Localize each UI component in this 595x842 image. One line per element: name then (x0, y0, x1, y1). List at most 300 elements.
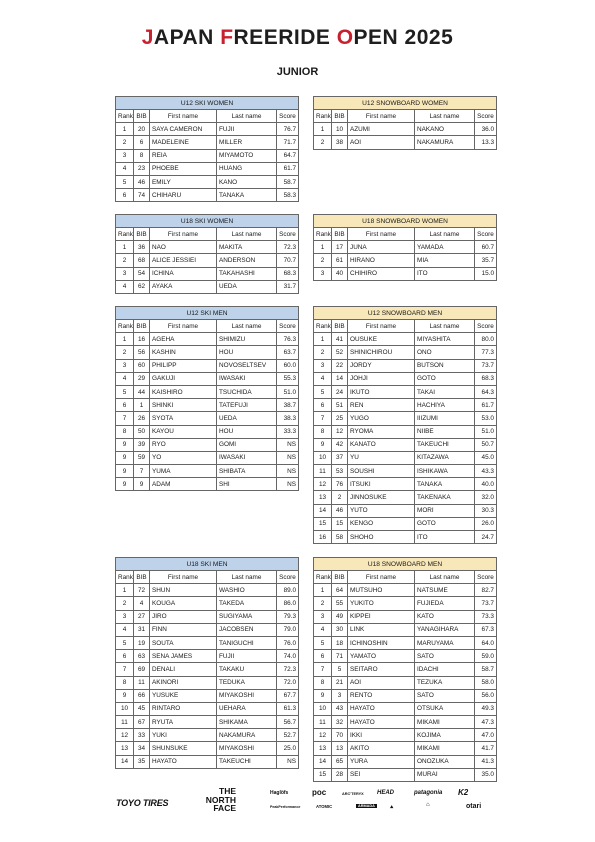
table-title: U12 SNOWBOARD MEN (314, 307, 497, 320)
table-row (314, 478, 497, 491)
table-row (314, 123, 497, 136)
cell-rank: 5 (314, 636, 332, 649)
cell-first-name: ALICE JESSIEI (150, 254, 217, 267)
cell-last-name: KOJIMA (415, 729, 475, 742)
table-row (314, 372, 497, 385)
cell-first-name: JORDY (348, 359, 415, 372)
cell-bib: 52 (332, 346, 348, 359)
cell-score: 72.0 (277, 676, 299, 689)
cell-rank: 4 (116, 623, 134, 636)
cell-score: 61.7 (475, 399, 497, 412)
cell-first-name: ICHINOSHIN (348, 636, 415, 649)
cell-score: 82.7 (475, 584, 497, 597)
cell-score: 68.3 (277, 267, 299, 280)
cell-bib: 21 (332, 676, 348, 689)
cell-rank: 12 (116, 729, 134, 742)
table-row (116, 175, 299, 188)
table-title: U12 SKI WOMEN (116, 97, 299, 110)
table-row (314, 267, 497, 280)
cell-first-name: AKINORI (150, 676, 217, 689)
cell-last-name: SHIMIZU (217, 333, 277, 346)
cell-first-name: IKKI (348, 729, 415, 742)
cell-bib: 60 (134, 359, 150, 372)
cell-bib: 28 (332, 768, 348, 781)
table-row (314, 412, 497, 425)
cell-score: 33.3 (277, 425, 299, 438)
cell-score: NS (277, 451, 299, 464)
cell-rank: 14 (314, 504, 332, 517)
cell-first-name: IKUTO (348, 385, 415, 398)
cell-last-name: IWASAKI (217, 372, 277, 385)
cell-first-name: KOUGA (150, 597, 217, 610)
cell-first-name: NAO (150, 241, 217, 254)
cell-last-name: MIYAKOSHI (217, 742, 277, 755)
cell-score: 13.3 (475, 136, 497, 149)
cell-rank: 5 (116, 175, 134, 188)
cell-rank: 2 (314, 136, 332, 149)
cell-first-name: SOUSHI (348, 465, 415, 478)
cell-last-name: ONOZUKA (415, 755, 475, 768)
cell-bib: 24 (332, 385, 348, 398)
cell-score: 72.3 (277, 241, 299, 254)
cell-rank: 14 (116, 755, 134, 768)
cell-score: 76.0 (277, 636, 299, 649)
cell-bib: 74 (134, 189, 150, 202)
column-header-last-name: Last name (415, 228, 475, 241)
column-header-bib: BIB (332, 228, 348, 241)
cell-first-name: JIRO (150, 610, 217, 623)
cell-last-name: TAKEUCHI (217, 755, 277, 768)
table-title: U12 SNOWBOARD WOMEN (314, 97, 497, 110)
cell-bib: 4 (134, 597, 150, 610)
cell-last-name: MAKITA (217, 241, 277, 254)
cell-last-name: ISHIKAWA (415, 465, 475, 478)
cell-rank: 6 (116, 189, 134, 202)
cell-last-name: FUJII (217, 123, 277, 136)
column-header-score: Score (277, 320, 299, 333)
cell-score: 36.0 (475, 123, 497, 136)
cell-score: 76.3 (277, 333, 299, 346)
cell-first-name: HAYATO (348, 702, 415, 715)
cell-rank: 6 (314, 399, 332, 412)
cell-rank: 8 (314, 425, 332, 438)
column-header-bib: BIB (134, 320, 150, 333)
cell-first-name: SHINICHIROU (348, 346, 415, 359)
cell-first-name: YUMA (150, 465, 217, 478)
cell-last-name: TANIGUCHI (217, 636, 277, 649)
cell-last-name: FUJII (217, 650, 277, 663)
cell-score: 24.7 (475, 531, 497, 544)
cell-rank: 2 (314, 597, 332, 610)
cell-last-name: MIYASHITA (415, 333, 475, 346)
cell-rank: 6 (116, 399, 134, 412)
tnf-line-1: THE (219, 786, 236, 796)
cell-last-name: TAKAHASHI (217, 267, 277, 280)
column-header-bib: BIB (134, 228, 150, 241)
cell-rank: 9 (116, 465, 134, 478)
column-header-last-name: Last name (415, 320, 475, 333)
table-row (116, 333, 299, 346)
cell-score: 58.7 (475, 663, 497, 676)
cell-bib: 7 (134, 465, 150, 478)
cell-last-name: UEDA (217, 280, 277, 293)
cell-rank: 5 (116, 636, 134, 649)
table-row (314, 689, 497, 702)
cell-last-name: NAKAMURA (217, 729, 277, 742)
cell-first-name: ICHINA (150, 267, 217, 280)
column-header-score: Score (277, 228, 299, 241)
column-header-score: Score (277, 571, 299, 584)
cell-score: NS (277, 478, 299, 491)
cell-first-name: AGEHA (150, 333, 217, 346)
u18-ski-men-table (115, 557, 299, 769)
armada-logo: ARMADA (358, 804, 375, 808)
cell-last-name: HUANG (217, 162, 277, 175)
column-header-first-name: First name (150, 228, 217, 241)
cell-last-name: ITO (415, 267, 475, 280)
column-header-rank: Rank (116, 320, 134, 333)
cell-score: 52.7 (277, 729, 299, 742)
table-title: U18 SKI WOMEN (116, 215, 299, 228)
cell-score: 30.3 (475, 504, 497, 517)
title-part: PEN 2025 (353, 26, 454, 49)
cell-score: 59.0 (475, 650, 497, 663)
u12-sb-men-table (313, 306, 497, 544)
cell-rank: 1 (314, 333, 332, 346)
cell-last-name: HACHIYA (415, 399, 475, 412)
cell-rank: 6 (314, 650, 332, 663)
cell-last-name: MILLER (217, 136, 277, 149)
cell-bib: 20 (134, 123, 150, 136)
table-row (116, 650, 299, 663)
u18-sb-men-table (313, 557, 497, 782)
cell-score: 61.7 (277, 162, 299, 175)
table-row (314, 333, 497, 346)
cell-bib: 54 (134, 267, 150, 280)
cell-first-name: SAYA CAMERON (150, 123, 217, 136)
cell-last-name: MIKAMI (415, 742, 475, 755)
cell-rank: 3 (314, 359, 332, 372)
cell-bib: 15 (332, 517, 348, 530)
cell-bib: 38 (332, 136, 348, 149)
cell-last-name: SHIBATA (217, 465, 277, 478)
cell-first-name: HAYATO (150, 755, 217, 768)
table-row (116, 742, 299, 755)
cell-score: 64.0 (475, 636, 497, 649)
cell-last-name: TAKEDA (217, 597, 277, 610)
cell-last-name: NAKANO (415, 123, 475, 136)
table-row (314, 623, 497, 636)
cell-rank: 1 (116, 584, 134, 597)
table-row (116, 636, 299, 649)
table-row (314, 517, 497, 530)
cell-score: 61.3 (277, 702, 299, 715)
cell-last-name: IIIZUMI (415, 412, 475, 425)
cell-rank: 4 (116, 372, 134, 385)
cell-bib: 63 (134, 650, 150, 663)
u18-ski-women-table (115, 214, 299, 294)
u18-sb-women-table (313, 214, 497, 281)
table-row (116, 465, 299, 478)
cell-last-name: HOU (217, 425, 277, 438)
cell-bib: 29 (134, 372, 150, 385)
cell-rank: 9 (116, 451, 134, 464)
haglofs-logo: Haglöfs (270, 790, 289, 796)
cell-first-name: YUTO (348, 504, 415, 517)
cell-bib: 51 (332, 399, 348, 412)
cell-score: 50.7 (475, 438, 497, 451)
the-north-face-logo (198, 787, 236, 813)
cell-score: 32.0 (475, 491, 497, 504)
toyo-tires-logo: TOYO TIRES (116, 798, 169, 808)
table-row (116, 676, 299, 689)
column-header-score: Score (475, 228, 497, 241)
cell-bib: 37 (332, 451, 348, 464)
cell-rank: 13 (314, 742, 332, 755)
column-header-score: Score (475, 571, 497, 584)
arcteryx-logo: ARC'TERYX (342, 792, 364, 796)
cell-first-name: OUSUKE (348, 333, 415, 346)
cell-score: 58.0 (475, 676, 497, 689)
column-header-last-name: Last name (217, 571, 277, 584)
table-row (314, 584, 497, 597)
cell-score: 64.3 (475, 385, 497, 398)
cell-last-name: NATSUME (415, 584, 475, 597)
cell-first-name: DENALI (150, 663, 217, 676)
cell-last-name: FUJIEDA (415, 597, 475, 610)
cell-rank: 4 (314, 372, 332, 385)
cell-bib: 76 (332, 478, 348, 491)
cell-bib: 12 (332, 425, 348, 438)
table-title: U12 SKI MEN (116, 307, 299, 320)
table-row (314, 597, 497, 610)
cell-bib: 58 (332, 531, 348, 544)
column-header-score: Score (475, 110, 497, 123)
cell-first-name: AOI (348, 676, 415, 689)
table-row (116, 385, 299, 398)
column-header-first-name: First name (150, 320, 217, 333)
cell-bib: 42 (332, 438, 348, 451)
cell-bib: 8 (134, 149, 150, 162)
table-row (116, 412, 299, 425)
table-row (116, 702, 299, 715)
cell-score: 68.3 (475, 372, 497, 385)
cell-rank: 9 (116, 689, 134, 702)
title-part: O (336, 26, 354, 49)
table-row (116, 663, 299, 676)
cell-bib: 26 (134, 412, 150, 425)
cell-first-name: CHIHIRO (348, 267, 415, 280)
cell-first-name: REIA (150, 149, 217, 162)
cell-score: 70.7 (277, 254, 299, 267)
cell-first-name: KAISHIRO (150, 385, 217, 398)
u12-ski-men-table (115, 306, 299, 491)
table-row (314, 531, 497, 544)
cell-score: 86.0 (277, 597, 299, 610)
table-row (314, 610, 497, 623)
cell-last-name: MARUYAMA (415, 636, 475, 649)
cell-score: 79.0 (277, 623, 299, 636)
table-row (314, 742, 497, 755)
cell-last-name: TATEFUJI (217, 399, 277, 412)
cell-rank: 4 (116, 280, 134, 293)
u12-sb-women-table (313, 96, 497, 150)
table-row (116, 280, 299, 293)
cell-first-name: HAYATO (348, 716, 415, 729)
cell-last-name: SATO (415, 689, 475, 702)
cell-rank: 9 (314, 438, 332, 451)
table-row (314, 425, 497, 438)
cell-bib: 33 (134, 729, 150, 742)
cell-first-name: LINK (348, 623, 415, 636)
cell-first-name: SEI (348, 768, 415, 781)
table-row (116, 584, 299, 597)
cell-last-name: BUTSON (415, 359, 475, 372)
cell-rank: 3 (116, 610, 134, 623)
cell-last-name: NIIBE (415, 425, 475, 438)
cell-last-name: MURAI (415, 768, 475, 781)
column-header-rank: Rank (116, 110, 134, 123)
cell-rank: 4 (116, 162, 134, 175)
table-row (116, 254, 299, 267)
table-row (314, 254, 497, 267)
cell-last-name: MIA (415, 254, 475, 267)
cell-rank: 2 (314, 346, 332, 359)
table-row (314, 451, 497, 464)
cell-bib: 17 (332, 241, 348, 254)
table-title: U18 SKI MEN (116, 558, 299, 571)
cell-last-name: MIYAMOTO (217, 149, 277, 162)
column-header-bib: BIB (134, 571, 150, 584)
cell-rank: 3 (116, 267, 134, 280)
cell-first-name: SEITARO (348, 663, 415, 676)
cell-last-name: TAKAKU (217, 663, 277, 676)
column-header-first-name: First name (348, 228, 415, 241)
cell-bib: 10 (332, 123, 348, 136)
cell-rank: 13 (116, 742, 134, 755)
title-part: F (220, 26, 234, 49)
column-header-rank: Rank (116, 228, 134, 241)
cell-bib: 40 (332, 267, 348, 280)
cell-bib: 34 (134, 742, 150, 755)
cell-bib: 19 (134, 636, 150, 649)
cell-rank: 10 (116, 702, 134, 715)
cell-last-name: TEDUKA (217, 676, 277, 689)
cell-score: 47.3 (475, 716, 497, 729)
table-row (314, 702, 497, 715)
cell-score: 31.7 (277, 280, 299, 293)
cell-score: 71.7 (277, 136, 299, 149)
column-header-first-name: First name (348, 320, 415, 333)
cell-bib: 5 (332, 663, 348, 676)
cell-bib: 53 (332, 465, 348, 478)
table-row (116, 136, 299, 149)
table-row (116, 189, 299, 202)
table-row (116, 597, 299, 610)
cell-score: 74.0 (277, 650, 299, 663)
cell-bib: 67 (134, 716, 150, 729)
cell-rank: 16 (314, 531, 332, 544)
cell-bib: 31 (134, 623, 150, 636)
cell-first-name: YO (150, 451, 217, 464)
table-row (116, 359, 299, 372)
cell-rank: 3 (314, 610, 332, 623)
cell-bib: 62 (134, 280, 150, 293)
table-row (314, 636, 497, 649)
peak-performance-logo: PeakPerformance (270, 805, 301, 809)
column-header-first-name: First name (150, 571, 217, 584)
cell-score: 72.3 (277, 663, 299, 676)
cell-score: 41.7 (475, 742, 497, 755)
table-row (314, 504, 497, 517)
cell-bib: 14 (332, 372, 348, 385)
cell-rank: 9 (314, 689, 332, 702)
cell-last-name: ONO (415, 346, 475, 359)
cell-first-name: YUKITO (348, 597, 415, 610)
cell-first-name: YAMATO (348, 650, 415, 663)
column-header-last-name: Last name (217, 320, 277, 333)
cell-last-name: TAKEUCHI (415, 438, 475, 451)
table-row (116, 162, 299, 175)
table-row (314, 650, 497, 663)
cell-score: 15.0 (475, 267, 497, 280)
column-header-last-name: Last name (415, 110, 475, 123)
cell-last-name: MORI (415, 504, 475, 517)
cell-bib: 45 (134, 702, 150, 715)
cell-last-name: ITO (415, 531, 475, 544)
title-part: REERIDE (233, 26, 337, 49)
cell-last-name: MIKAMI (415, 716, 475, 729)
title-part: J (141, 26, 154, 49)
cell-score: 38.7 (277, 399, 299, 412)
cell-rank: 14 (314, 755, 332, 768)
cell-rank: 1 (116, 333, 134, 346)
cell-bib: 43 (332, 702, 348, 715)
page-title (0, 26, 595, 50)
cell-score: 49.3 (475, 702, 497, 715)
cell-first-name: KAYOU (150, 425, 217, 438)
cell-last-name: YAMADA (415, 241, 475, 254)
cell-first-name: RYUTA (150, 716, 217, 729)
cell-bib: 27 (134, 610, 150, 623)
cell-score: 35.7 (475, 254, 497, 267)
cell-bib: 3 (332, 689, 348, 702)
cell-first-name: YURA (348, 755, 415, 768)
title-part: APAN (153, 26, 221, 49)
cell-rank: 3 (116, 149, 134, 162)
atomic-logo: ATOMIC (316, 804, 333, 809)
cell-score: 73.7 (475, 597, 497, 610)
cell-first-name: HIRANO (348, 254, 415, 267)
cell-rank: 2 (116, 254, 134, 267)
cell-first-name: KANATO (348, 438, 415, 451)
cell-last-name: TEZUKA (415, 676, 475, 689)
column-header-first-name: First name (348, 110, 415, 123)
cell-score: 79.3 (277, 610, 299, 623)
cell-bib: 1 (134, 399, 150, 412)
cell-bib: 50 (134, 425, 150, 438)
cell-bib: 49 (332, 610, 348, 623)
cell-last-name: UEDA (217, 412, 277, 425)
cell-rank: 1 (314, 123, 332, 136)
table-row (116, 610, 299, 623)
cell-bib: 30 (332, 623, 348, 636)
cell-first-name: CHIHARU (150, 189, 217, 202)
cell-rank: 3 (314, 267, 332, 280)
column-header-rank: Rank (314, 110, 332, 123)
cell-bib: 72 (134, 584, 150, 597)
column-header-first-name: First name (150, 110, 217, 123)
